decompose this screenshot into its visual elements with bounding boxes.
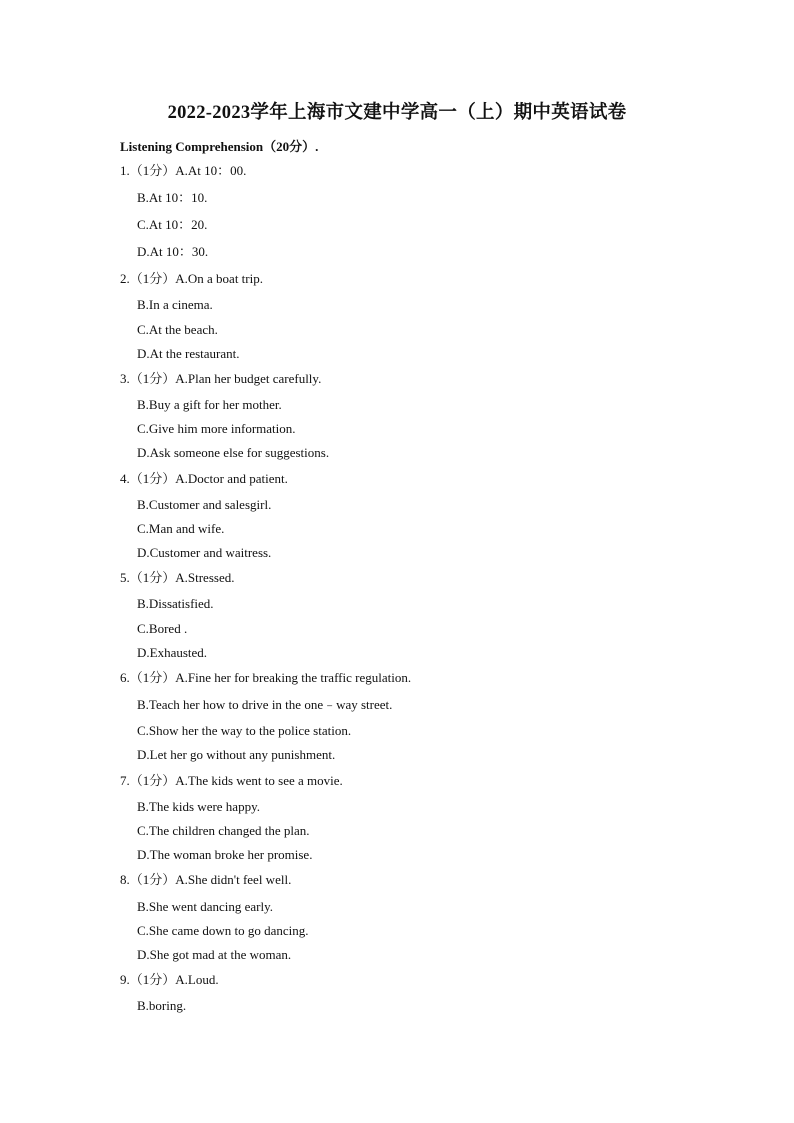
- answer-option: D.Ask someone else for suggestions.: [137, 445, 330, 460]
- answer-option: C.Man and wife.: [137, 521, 225, 536]
- question-stem: 1.（1分）A.At 10：00.: [120, 163, 247, 178]
- answer-option: D.Customer and waitress.: [137, 545, 272, 560]
- answer-option: B.Teach her how to drive in the one﹣way street.: [137, 697, 393, 712]
- answer-option: B.Customer and salesgirl.: [137, 497, 272, 512]
- answer-option: C.At the beach.: [137, 322, 218, 337]
- answer-option: B.She went dancing early.: [137, 899, 273, 914]
- answer-option: B.Dissatisfied.: [137, 596, 214, 611]
- question-stem: 9.（1分）A.Loud.: [120, 972, 219, 987]
- answer-option: D.At the restaurant.: [137, 346, 240, 361]
- answer-option: C.At 10：20.: [137, 217, 208, 232]
- answer-option: B.Buy a gift for her mother.: [137, 397, 282, 412]
- page-title: 2022-2023学年上海市文建中学高一（上）期中英语试卷: [167, 103, 627, 123]
- answer-option: D.At 10：30.: [137, 244, 209, 259]
- question-stem: 5.（1分）A.Stressed.: [120, 570, 235, 585]
- question-stem: 2.（1分）A.On a boat trip.: [120, 271, 263, 286]
- answer-option: B.boring.: [137, 998, 187, 1013]
- answer-option: B.In a cinema.: [137, 297, 213, 312]
- question-stem: 6.（1分）A.Fine her for breaking the traffic regulation.: [120, 670, 412, 685]
- question-stem: 3.（1分）A.Plan her budget carefully.: [120, 371, 322, 386]
- answer-option: C.Give him more information.: [137, 421, 296, 436]
- answer-option: C.She came down to go dancing.: [137, 923, 309, 938]
- answer-option: D.Let her go without any punishment.: [137, 747, 336, 762]
- answer-option: B.The kids were happy.: [137, 799, 260, 814]
- section-heading: Listening Comprehension（20分）.: [120, 139, 319, 154]
- question-stem: 8.（1分）A.She didn't feel well.: [120, 872, 292, 887]
- question-stem: 7.（1分）A.The kids went to see a movie.: [120, 773, 343, 788]
- answer-option: D.Exhausted.: [137, 645, 208, 660]
- question-stem: 4.（1分）A.Doctor and patient.: [120, 471, 288, 486]
- answer-option: C.Show her the way to the police station.: [137, 723, 352, 738]
- answer-option: C.The children changed the plan.: [137, 823, 310, 838]
- answer-option: D.She got mad at the woman.: [137, 947, 292, 962]
- answer-option: C.Bored .: [137, 621, 188, 636]
- answer-option: D.The woman broke her promise.: [137, 847, 313, 862]
- answer-option: B.At 10：10.: [137, 190, 208, 205]
